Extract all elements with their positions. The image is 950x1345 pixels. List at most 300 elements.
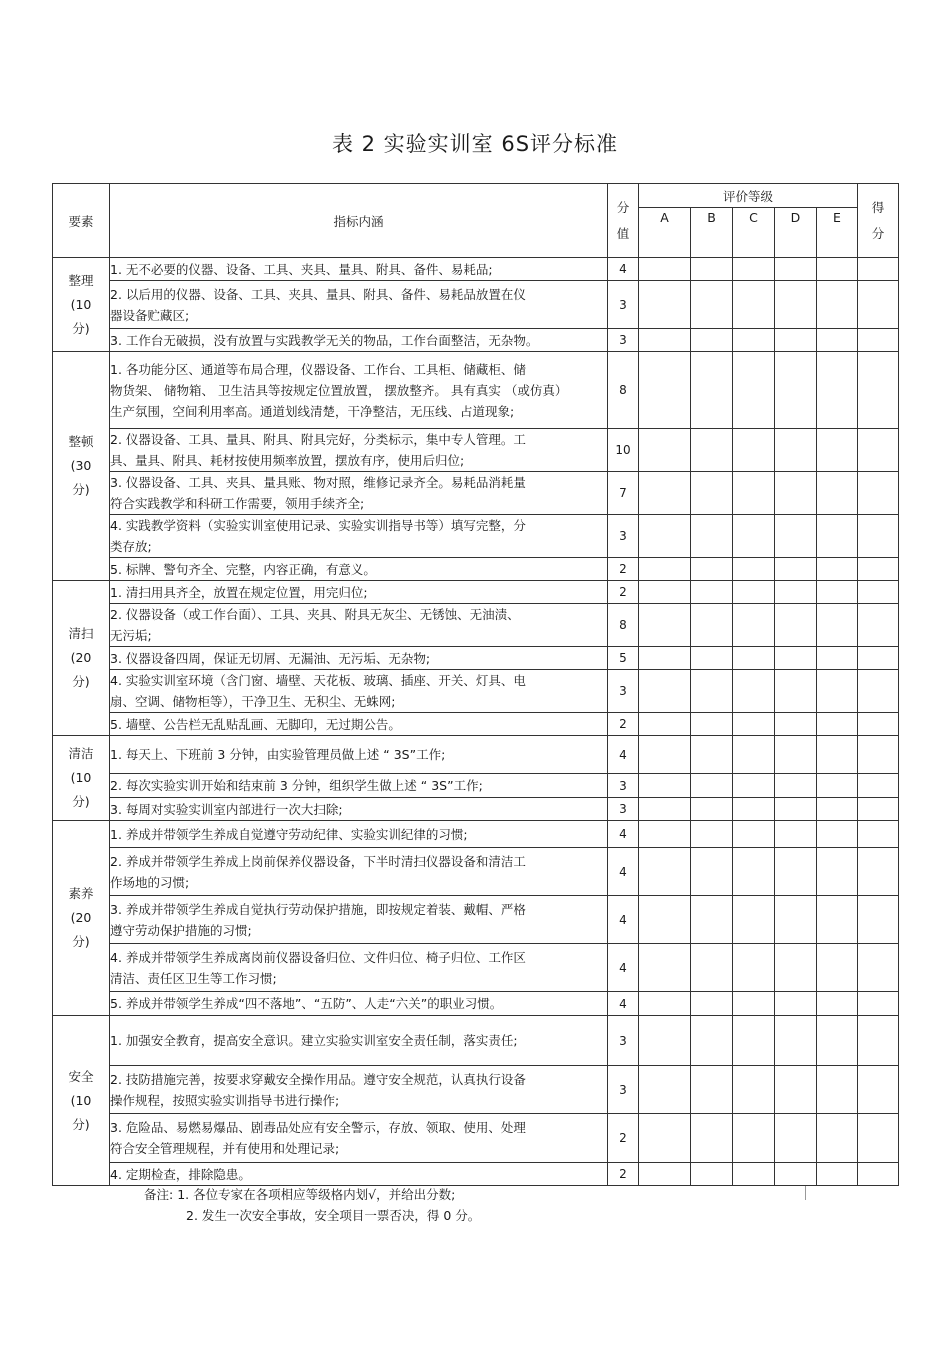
table-row	[53, 798, 899, 821]
indicator-text: 5. 墙壁、公告栏无乱贴乱画、无脚印，无过期公告。	[110, 716, 401, 732]
table-row	[53, 1016, 899, 1066]
table-row	[53, 944, 899, 992]
grade-cell-a[interactable]	[639, 736, 691, 774]
category-unit: 分)	[72, 674, 90, 689]
grade-cell-e[interactable]	[817, 736, 858, 774]
result-cell[interactable]	[858, 798, 899, 821]
grade-cell-d[interactable]	[775, 896, 817, 944]
table-row	[53, 736, 899, 774]
grade-cell-b[interactable]	[691, 713, 733, 736]
grade-cell-b[interactable]	[691, 472, 733, 515]
category-points: (10	[70, 296, 92, 312]
grade-cell-a[interactable]	[639, 821, 691, 848]
note-1: 1. 各位专家在各项相应等级格内划√，并给出分数;	[177, 1187, 456, 1202]
grade-cell-b[interactable]	[691, 558, 733, 581]
indicator-cell	[110, 258, 608, 281]
grade-cell-e[interactable]	[817, 1114, 858, 1163]
grade-cell-d[interactable]	[775, 848, 817, 896]
grade-cell-e[interactable]	[817, 670, 858, 713]
grade-cell-d[interactable]	[775, 798, 817, 821]
grade-cell-d[interactable]	[775, 581, 817, 604]
result-cell[interactable]	[858, 774, 899, 798]
table-row	[53, 713, 899, 736]
header-element: 要素	[53, 184, 110, 258]
category-unit: 分)	[72, 794, 90, 809]
category-points: (20	[70, 910, 92, 925]
result-cell[interactable]	[858, 944, 899, 992]
grade-cell-d[interactable]	[775, 429, 817, 472]
grade-cell-b[interactable]	[691, 992, 733, 1016]
indicator-text: 具、量具、附具、耗材按使用频率放置，摆放有序，使用后归位;	[110, 453, 465, 468]
category-cell	[53, 736, 110, 821]
margin-mark	[805, 1186, 806, 1200]
grade-cell-d[interactable]	[775, 647, 817, 670]
grade-c: C	[733, 208, 775, 258]
grade-cell-c[interactable]	[733, 736, 775, 774]
category-unit: 分)	[72, 934, 90, 949]
grade-cell-e[interactable]	[817, 647, 858, 670]
grade-cell-d[interactable]	[775, 558, 817, 581]
grade-cell-c[interactable]	[733, 896, 775, 944]
grade-cell-c[interactable]	[733, 821, 775, 848]
score-value: 2	[608, 581, 639, 604]
result-cell[interactable]	[858, 281, 899, 329]
grade-cell-c[interactable]	[733, 581, 775, 604]
grade-cell-e[interactable]	[817, 472, 858, 515]
result-cell[interactable]	[858, 821, 899, 848]
grade-cell-b[interactable]	[691, 281, 733, 329]
grade-cell-e[interactable]	[817, 329, 858, 352]
indicator-text: 遵守劳动保护措施的习惯;	[110, 922, 252, 938]
category-name: 清扫	[68, 626, 94, 641]
grade-cell-a[interactable]	[639, 329, 691, 352]
grade-cell-d[interactable]	[775, 774, 817, 798]
grade-cell-e[interactable]	[817, 896, 858, 944]
grade-cell-b[interactable]	[691, 944, 733, 992]
grade-cell-b[interactable]	[691, 670, 733, 713]
score-value: 3	[608, 329, 639, 352]
indicator-cell	[110, 1066, 608, 1114]
grade-cell-c[interactable]	[733, 281, 775, 329]
indicator-cell	[110, 352, 608, 429]
grade-e: E	[817, 208, 858, 258]
result-cell[interactable]	[858, 1016, 899, 1066]
grade-cell-a[interactable]	[639, 429, 691, 472]
indicator-text: 1. 每天上、下班前 3 分钟，由实验管理员做上述 “ 3S”工作;	[110, 747, 446, 762]
indicator-text: 2. 技防措施完善，按要求穿戴安全操作用品。遵守安全规范，认真执行设备	[110, 1071, 526, 1087]
grade-cell-d[interactable]	[775, 736, 817, 774]
indicator-cell	[110, 670, 608, 713]
indicator-cell	[110, 515, 608, 558]
indicator-cell	[110, 774, 608, 798]
grade-cell-b[interactable]	[691, 896, 733, 944]
grade-cell-a[interactable]	[639, 281, 691, 329]
grade-cell-d[interactable]	[775, 329, 817, 352]
grade-cell-d[interactable]	[775, 992, 817, 1016]
grade-b: B	[691, 208, 733, 258]
table-row	[53, 896, 899, 944]
indicator-text: 2. 仪器设备、工具、量具、附具、附具完好，分类标示，集中专人管理。工	[110, 432, 526, 447]
category-name: 整顿	[68, 434, 94, 449]
indicator-text: 4. 实验实训室环境（含门窗、墙壁、天花板、玻璃、插座、开关、灯具、电	[110, 673, 526, 688]
indicator-cell	[110, 604, 608, 647]
grade-cell-a[interactable]	[639, 798, 691, 821]
grade-cell-e[interactable]	[817, 429, 858, 472]
indicator-cell	[110, 1114, 608, 1163]
grade-cell-d[interactable]	[775, 472, 817, 515]
table-row	[53, 329, 899, 352]
score-value: 4	[608, 258, 639, 281]
result-cell[interactable]	[858, 472, 899, 515]
indicator-cell	[110, 992, 608, 1016]
grade-cell-a[interactable]	[639, 647, 691, 670]
grade-cell-c[interactable]	[733, 1066, 775, 1114]
indicator-text: 符合安全管理规程，并有使用和处理记录;	[110, 1141, 340, 1156]
grade-cell-c[interactable]	[733, 774, 775, 798]
indicator-cell	[110, 329, 608, 352]
header-grade: 评价等级	[639, 184, 858, 208]
grade-cell-b[interactable]	[691, 352, 733, 429]
grade-cell-a[interactable]	[639, 774, 691, 798]
table-row	[53, 821, 899, 848]
grade-cell-e[interactable]	[817, 1066, 858, 1114]
indicator-text: 2. 仪器设备（或工作台面）、工具、夹具、附具无灰尘、无锈蚀、无油渍、	[110, 607, 520, 622]
table-header	[53, 184, 899, 258]
grade-cell-e[interactable]	[817, 258, 858, 281]
grade-cell-c[interactable]	[733, 472, 775, 515]
table-row	[53, 429, 899, 472]
header-result: 得 分	[858, 184, 899, 258]
table-row	[53, 1163, 899, 1186]
grade-cell-c[interactable]	[733, 670, 775, 713]
result-cell[interactable]	[858, 1066, 899, 1114]
grade-cell-c[interactable]	[733, 515, 775, 558]
table-row	[53, 581, 899, 604]
indicator-text: 3. 每周对实验实训室内部进行一次大扫除;	[110, 801, 343, 817]
indicator-cell	[110, 1163, 608, 1186]
result-cell[interactable]	[858, 647, 899, 670]
header-content: 指标内涵	[110, 184, 608, 258]
grade-cell-a[interactable]	[639, 1066, 691, 1114]
grade-cell-a[interactable]	[639, 992, 691, 1016]
score-value: 3	[608, 281, 639, 329]
score-value: 4	[608, 848, 639, 896]
grade-cell-b[interactable]	[691, 1016, 733, 1066]
grade-cell-e[interactable]	[817, 848, 858, 896]
grade-a: A	[639, 208, 691, 258]
score-value: 2	[608, 1114, 639, 1163]
grade-cell-b[interactable]	[691, 604, 733, 647]
indicator-cell	[110, 896, 608, 944]
grade-cell-a[interactable]	[639, 1016, 691, 1066]
grade-cell-c[interactable]	[733, 944, 775, 992]
grade-cell-d[interactable]	[775, 944, 817, 992]
grade-cell-a[interactable]	[639, 1114, 691, 1163]
indicator-cell	[110, 1016, 608, 1066]
grade-cell-a[interactable]	[639, 581, 691, 604]
grade-cell-a[interactable]	[639, 604, 691, 647]
score-value: 4	[608, 896, 639, 944]
result-cell[interactable]	[858, 581, 899, 604]
result-cell[interactable]	[858, 352, 899, 429]
grade-cell-e[interactable]	[817, 774, 858, 798]
grade-cell-c[interactable]	[733, 429, 775, 472]
indicator-text: 3. 养成并带领学生养成自觉执行劳动保护措施，即按规定着装、戴帽、严格	[110, 901, 526, 917]
notes	[144, 1184, 480, 1226]
indicator-text: 清洁、责任区卫生等工作习惯;	[110, 970, 277, 986]
header-score: 分 值	[608, 184, 639, 258]
result-cell[interactable]	[858, 258, 899, 281]
grade-cell-c[interactable]	[733, 713, 775, 736]
indicator-text: 1. 清扫用具齐全，放置在规定位置，用完归位;	[110, 584, 368, 600]
grade-cell-e[interactable]	[817, 558, 858, 581]
score-value: 4	[608, 736, 639, 774]
grade-cell-a[interactable]	[639, 670, 691, 713]
grade-cell-e[interactable]	[817, 944, 858, 992]
grade-cell-b[interactable]	[691, 1163, 733, 1186]
indicator-text: 生产氛围，空间利用率高。通道划线清楚，干净整洁，无压线、占道现象;	[110, 403, 515, 419]
table-row	[53, 1066, 899, 1114]
grade-cell-c[interactable]	[733, 1163, 775, 1186]
result-cell[interactable]	[858, 515, 899, 558]
indicator-text: 1. 无不必要的仪器、设备、工具、夹具、量具、附具、备件、易耗品;	[110, 261, 493, 277]
category-cell	[53, 821, 110, 1016]
category-unit: 分)	[72, 1116, 90, 1132]
grade-cell-e[interactable]	[817, 992, 858, 1016]
score-value: 3	[608, 515, 639, 558]
indicator-cell	[110, 281, 608, 329]
grade-cell-a[interactable]	[639, 258, 691, 281]
indicator-text: 3. 工作台无破损，没有放置与实践教学无关的物品，工作台面整洁，无杂物。	[110, 332, 539, 348]
grade-cell-a[interactable]	[639, 848, 691, 896]
score-value: 5	[608, 647, 639, 670]
indicator-text: 2. 以后用的仪器、设备、工具、夹具、量具、附具、备件、易耗品放置在仪	[110, 286, 526, 302]
table-row	[53, 352, 899, 429]
indicator-text: 3. 仪器设备、工具、夹具、量具账、物对照，维修记录齐全。易耗品消耗量	[110, 475, 526, 490]
grade-cell-b[interactable]	[691, 258, 733, 281]
grade-cell-a[interactable]	[639, 515, 691, 558]
score-value: 4	[608, 992, 639, 1016]
indicator-cell	[110, 429, 608, 472]
indicator-cell	[110, 736, 608, 774]
indicator-cell	[110, 821, 608, 848]
result-cell[interactable]	[858, 992, 899, 1016]
category-name: 素养	[68, 886, 94, 901]
table-row	[53, 515, 899, 558]
indicator-text: 1. 各功能分区、通道等布局合理，仪器设备、工作台、工具柜、储藏柜、储	[110, 361, 526, 377]
category-unit: 分)	[72, 320, 90, 336]
grade-cell-b[interactable]	[691, 821, 733, 848]
indicator-cell	[110, 798, 608, 821]
grade-cell-d[interactable]	[775, 515, 817, 558]
score-value: 8	[608, 604, 639, 647]
table-row	[53, 670, 899, 713]
grade-cell-e[interactable]	[817, 604, 858, 647]
table-title: 表 2 实验实训室 6S评分标准	[331, 132, 619, 156]
grade-cell-b[interactable]	[691, 429, 733, 472]
score-value: 3	[608, 798, 639, 821]
indicator-text: 类存放;	[110, 539, 152, 554]
scoring-table	[52, 183, 899, 1186]
grade-cell-e[interactable]	[817, 713, 858, 736]
grade-cell-d[interactable]	[775, 1016, 817, 1066]
indicator-cell	[110, 472, 608, 515]
grade-cell-c[interactable]	[733, 992, 775, 1016]
grade-cell-e[interactable]	[817, 821, 858, 848]
grade-cell-a[interactable]	[639, 472, 691, 515]
grade-cell-c[interactable]	[733, 329, 775, 352]
score-value: 7	[608, 472, 639, 515]
indicator-text: 2. 每次实验实训开始和结束前 3 分钟，组织学生做上述 “ 3S”工作;	[110, 778, 483, 793]
category-points: (20	[70, 650, 92, 665]
grade-cell-c[interactable]	[733, 1016, 775, 1066]
grade-cell-a[interactable]	[639, 558, 691, 581]
indicator-text: 3. 危险品、易燃易爆品、剧毒品处应有安全警示，存放、领取、使用、处理	[110, 1120, 526, 1135]
indicator-text: 3. 仪器设备四周，保证无切屑、无漏油、无污垢、无杂物;	[110, 650, 431, 666]
indicator-cell	[110, 581, 608, 604]
result-cell[interactable]	[858, 670, 899, 713]
category-points: (30	[70, 458, 92, 473]
grade-cell-b[interactable]	[691, 1114, 733, 1163]
category-name: 清洁	[68, 746, 94, 761]
indicator-text: 器设备贮藏区;	[110, 307, 190, 323]
grade-cell-b[interactable]	[691, 647, 733, 670]
category-points: (10	[70, 1092, 92, 1108]
indicator-text: 1. 加强安全教育，提高安全意识。建立实验实训室安全责任制，落实责任;	[110, 1033, 518, 1048]
grade-cell-c[interactable]	[733, 352, 775, 429]
grade-cell-e[interactable]	[817, 515, 858, 558]
indicator-cell	[110, 848, 608, 896]
grade-cell-c[interactable]	[733, 258, 775, 281]
grade-cell-d[interactable]	[775, 670, 817, 713]
notes-label: 备注:	[144, 1187, 174, 1202]
category-name: 安全	[68, 1068, 94, 1084]
grade-cell-e[interactable]	[817, 352, 858, 429]
grade-cell-b[interactable]	[691, 1066, 733, 1114]
grade-cell-d[interactable]	[775, 1114, 817, 1163]
result-cell[interactable]	[858, 1163, 899, 1186]
score-value: 4	[608, 944, 639, 992]
grade-cell-c[interactable]	[733, 558, 775, 581]
grade-cell-a[interactable]	[639, 713, 691, 736]
grade-cell-d[interactable]	[775, 352, 817, 429]
result-cell[interactable]	[858, 329, 899, 352]
table-row	[53, 281, 899, 329]
table-row	[53, 992, 899, 1016]
result-cell[interactable]	[858, 896, 899, 944]
grade-cell-b[interactable]	[691, 515, 733, 558]
indicator-cell	[110, 713, 608, 736]
score-value: 2	[608, 1163, 639, 1186]
table-row	[53, 558, 899, 581]
indicator-cell	[110, 647, 608, 670]
grade-cell-c[interactable]	[733, 848, 775, 896]
score-value: 3	[608, 1066, 639, 1114]
grade-cell-d[interactable]	[775, 281, 817, 329]
grade-cell-d[interactable]	[775, 604, 817, 647]
table-row	[53, 1114, 899, 1163]
result-cell[interactable]	[858, 736, 899, 774]
grade-cell-a[interactable]	[639, 944, 691, 992]
indicator-text: 5. 养成并带领学生养成“四不落地”、“五防”、人走“六关”的职业习惯。	[110, 996, 503, 1011]
grade-cell-d[interactable]	[775, 1163, 817, 1186]
score-value: 3	[608, 774, 639, 798]
indicator-text: 物货架、 储物箱、 卫生洁具等按规定位置放置， 摆放整齐。 具有真实 （或仿真）	[110, 382, 568, 398]
indicator-text: 扇、空调、储物柜等），干净卫生、无积尘、无蛛网;	[110, 694, 396, 709]
indicator-text: 作场地的习惯;	[110, 874, 190, 890]
indicator-text: 2. 养成并带领学生养成上岗前保养仪器设备，下半时清扫仪器设备和清洁工	[110, 853, 526, 869]
indicator-cell	[110, 944, 608, 992]
result-cell[interactable]	[858, 604, 899, 647]
grade-cell-c[interactable]	[733, 604, 775, 647]
category-name: 整理	[68, 272, 94, 288]
indicator-text: 4. 定期检查，排除隐患。	[110, 1166, 251, 1182]
grade-cell-d[interactable]	[775, 258, 817, 281]
indicator-text: 操作规程，按照实验实训指导书进行操作;	[110, 1092, 340, 1108]
table-row	[53, 774, 899, 798]
category-cell	[53, 352, 110, 581]
table-row	[53, 258, 899, 281]
result-cell[interactable]	[858, 848, 899, 896]
category-points: (10	[70, 770, 92, 785]
grade-cell-d[interactable]	[775, 821, 817, 848]
table-row	[53, 472, 899, 515]
grade-cell-b[interactable]	[691, 736, 733, 774]
category-unit: 分)	[72, 482, 90, 497]
grade-cell-a[interactable]	[639, 1163, 691, 1186]
table-row	[53, 647, 899, 670]
grade-cell-e[interactable]	[817, 1163, 858, 1186]
indicator-cell	[110, 558, 608, 581]
result-cell[interactable]	[858, 713, 899, 736]
grade-cell-e[interactable]	[817, 281, 858, 329]
grade-d: D	[775, 208, 817, 258]
grade-cell-b[interactable]	[691, 581, 733, 604]
grade-cell-e[interactable]	[817, 581, 858, 604]
indicator-text: 1. 养成并带领学生养成自觉遵守劳动纪律、实验实训纪律的习惯;	[110, 826, 468, 842]
grade-cell-b[interactable]	[691, 774, 733, 798]
score-value: 8	[608, 352, 639, 429]
grade-cell-c[interactable]	[733, 1114, 775, 1163]
grade-cell-a[interactable]	[639, 896, 691, 944]
grade-cell-d[interactable]	[775, 713, 817, 736]
grade-cell-a[interactable]	[639, 352, 691, 429]
grade-cell-d[interactable]	[775, 1066, 817, 1114]
grade-cell-c[interactable]	[733, 798, 775, 821]
score-value: 2	[608, 713, 639, 736]
indicator-text: 符合实践教学和科研工作需要，领用手续齐全;	[110, 496, 365, 511]
table-row	[53, 848, 899, 896]
result-cell[interactable]	[858, 558, 899, 581]
score-value: 10	[608, 429, 639, 472]
note-2: 2. 发生一次安全事故，安全项目一票否决，得 0 分。	[186, 1208, 481, 1223]
grade-cell-b[interactable]	[691, 848, 733, 896]
result-cell[interactable]	[858, 429, 899, 472]
score-value: 3	[608, 670, 639, 713]
grade-cell-b[interactable]	[691, 329, 733, 352]
result-cell[interactable]	[858, 1114, 899, 1163]
indicator-text: 5. 标牌、警句齐全、完整，内容正确，有意义。	[110, 561, 376, 577]
grade-cell-e[interactable]	[817, 798, 858, 821]
score-value: 2	[608, 558, 639, 581]
grade-cell-b[interactable]	[691, 798, 733, 821]
grade-cell-e[interactable]	[817, 1016, 858, 1066]
category-cell	[53, 258, 110, 352]
grade-cell-c[interactable]	[733, 647, 775, 670]
table-row	[53, 604, 899, 647]
score-value: 4	[608, 821, 639, 848]
indicator-text: 4. 实践教学资料（实验实训室使用记录、实验实训指导书等）填写完整，分	[110, 518, 526, 533]
